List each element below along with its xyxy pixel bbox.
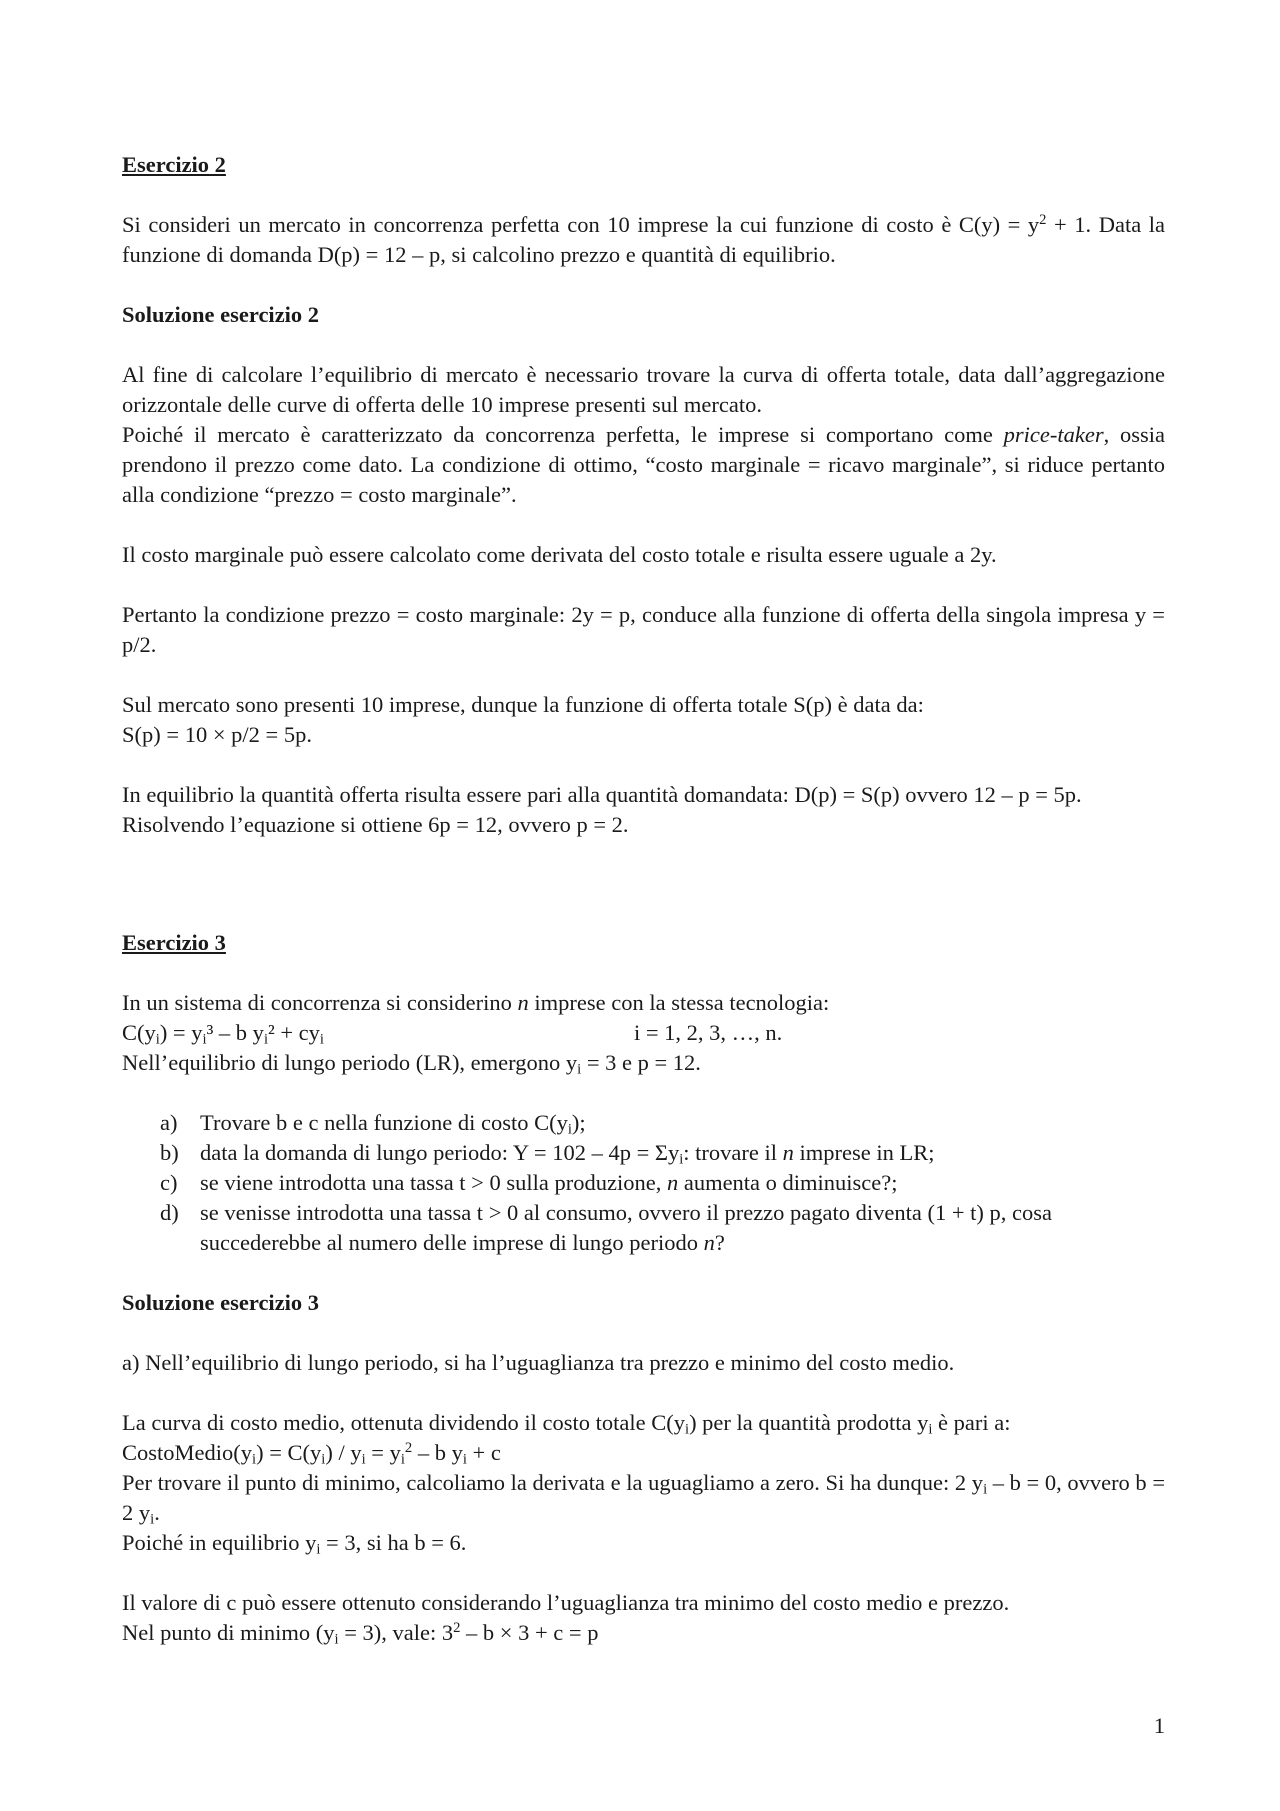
solution-3-title: Soluzione esercizio 3: [122, 1290, 320, 1315]
exercise-3-equilibrium: Nell’equilibrio di lungo periodo (LR), emergono $y_i = 3$ e p = 12.: [122, 1050, 701, 1078]
solution-3-paragraph: La curva di costo medio, ottenuta dividendo il costo totale $C(y_i)$ per la quantità prodotta $y_i$ è pari a:: [122, 1410, 1011, 1438]
exercise-3-intro: In un sistema di concorrenza si considerino n imprese con la stessa tecnologia:: [122, 990, 830, 1015]
list-item: c) se viene introdotta una tassa t > 0 sulla produzione, n aumenta o diminuisce?;: [160, 1170, 898, 1195]
exercise-2-statement: Si consideri un mercato in concorrenza perfetta con 10 imprese la cui funzione di costo è $C(y) = y^2 + 1$. Data la funzione di domanda D(p) = 12 – p, si calcolino prezzo e quantità di equilibrio.: [122, 211, 1165, 267]
page-number: 1: [1153, 1713, 1165, 1738]
exercise-3-title: Esercizio 3: [122, 930, 226, 955]
task-list: [122, 1108, 1165, 1258]
solution-2-paragraph: Pertanto la condizione prezzo = costo marginale: 2y = p, conduce alla funzione di offerta della singola impresa y = p/2.: [122, 602, 1165, 657]
list-item: d) se venisse introdotta una tassa t > 0 al consumo, ovvero il prezzo pagato diventa (1 + t) p, cosa succederebbe al numero delle imprese di lungo periodo n?: [160, 1200, 1053, 1255]
solution-3-paragraph: Nel punto di minimo $(y_i = 3)$, vale: $3^2 - b \times 3 + c = p$: [122, 1619, 599, 1648]
solution-3-paragraph: Il valore di c può essere ottenuto considerando l’uguaglianza tra minimo del costo medio e prezzo.: [122, 1590, 1010, 1615]
solution-2-paragraph: Il costo marginale può essere calcolato come derivata del costo totale e risulta essere uguale a 2y.: [122, 542, 997, 567]
solution-2-title: Soluzione esercizio 2: [122, 302, 320, 327]
exercise-3-cost-function: $C(y_i) = y_i^3 - b$ $y_i^2 + cy_i$ i = 1, 2, 3, …, n.: [122, 1020, 783, 1048]
document-body: [122, 150, 1165, 1648]
solution-3-paragraph: a) Nell’equilibrio di lungo periodo, si ha l’uguaglianza tra prezzo e minimo del costo medio.: [122, 1350, 955, 1375]
exercise-2-title: Esercizio 2: [122, 152, 226, 177]
solution-3-paragraph: Poiché in equilibrio $y_i = 3$, si ha b = 6.: [122, 1530, 467, 1558]
solution-2-paragraph: Al fine di calcolare l’equilibrio di mercato è necessario trovare la curva di offerta totale, data dall’aggregazione orizzontale delle curve di offerta delle 10 imprese presenti sul mercato.: [122, 362, 1165, 417]
list-item: b) data la domanda di lungo periodo: $Y = 102 - 4p = \Sigma y_i$: trovare il n imprese in LR;: [160, 1140, 935, 1168]
solution-2-paragraph: Sul mercato sono presenti 10 imprese, dunque la funzione di offerta totale S(p) è data da:: [122, 692, 924, 717]
solution-2-paragraph: Poiché il mercato è caratterizzato da concorrenza perfetta, le imprese si comportano come price-taker, ossia prendono il prezzo come dato. La condizione di ottimo, “costo marginale = ricavo marginale”, si riduce pertanto alla condizione “prezzo = costo marginale”.: [122, 422, 1165, 507]
solution-2-paragraph: Risolvendo l’equazione si ottiene 6p = 12, ovvero p = 2.: [122, 812, 629, 837]
solution-3-paragraph: Per trovare il punto di minimo, calcoliamo la derivata e la uguagliamo a zero. Si ha dunque: 2 $y_i - b = 0$, ovvero b = 2 $y_i$.: [122, 1470, 1166, 1528]
solution-2-paragraph: In equilibrio la quantità offerta risulta essere pari alla quantità domandata: D(p) = S(p) ovvero 12 – p = 5p.: [122, 782, 1082, 807]
solution-3-formula: $CostoMedio(y_i) = C(y_i) / y_i = y_i^2 - b$ $y_i + c$: [122, 1439, 501, 1468]
list-item: a) Trovare b e c nella funzione di costo $C(y_i)$;: [160, 1110, 586, 1138]
solution-2-formula: S(p) = 10 × p/2 = 5p.: [122, 722, 312, 747]
